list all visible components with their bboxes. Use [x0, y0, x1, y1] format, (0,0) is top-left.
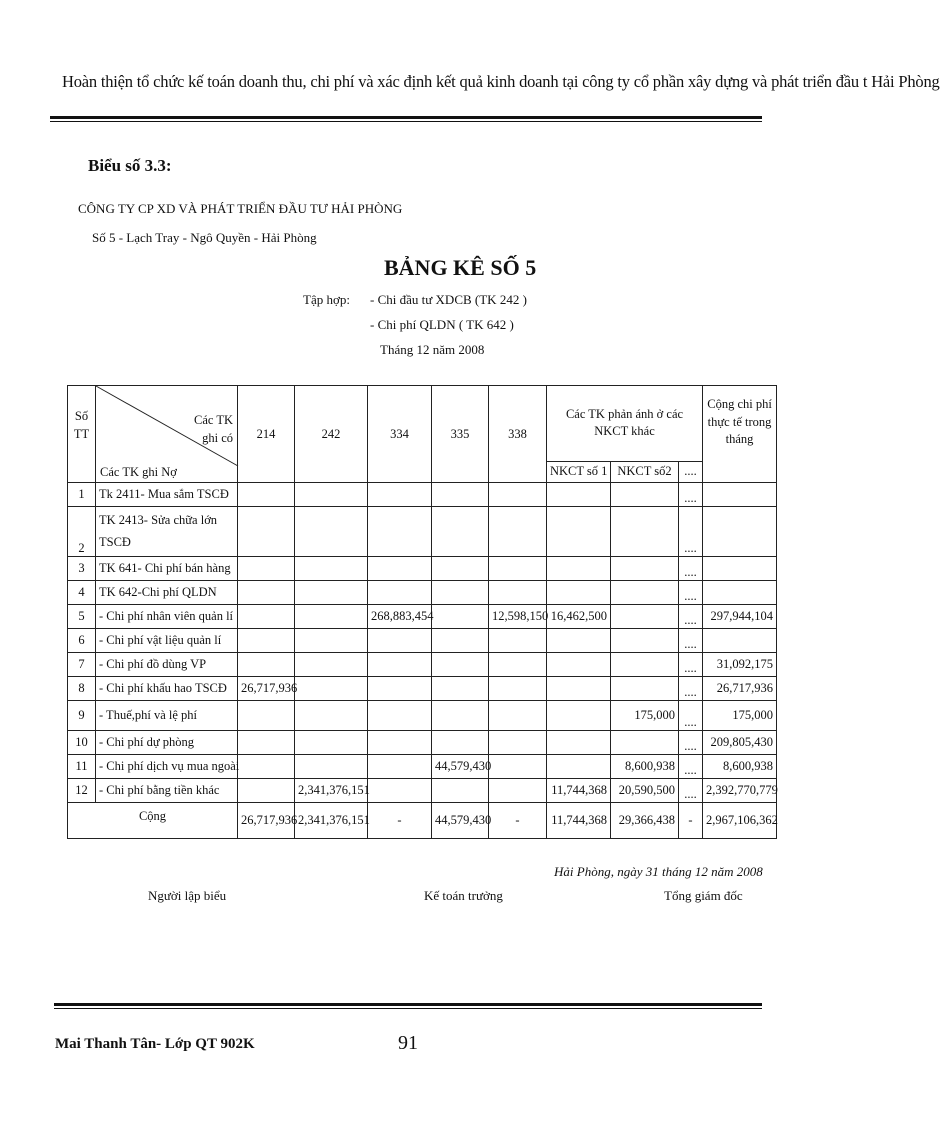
diag-debit-label: Các TK ghi Nợ: [100, 465, 177, 479]
cell-v242: [295, 483, 368, 507]
cell-v214: [238, 755, 295, 779]
row-no: 6: [68, 629, 96, 653]
row-account: - Chi phí khấu hao TSCĐ: [96, 677, 238, 701]
cell-total: [703, 557, 777, 581]
total-v335: 44,579,430: [432, 803, 489, 839]
cell-nk1: [547, 629, 611, 653]
cell-nk2: [611, 507, 679, 557]
cell-nk1: [547, 755, 611, 779]
cell-dots: ....: [679, 605, 703, 629]
cell-v242: [295, 677, 368, 701]
cell-v334: [368, 629, 432, 653]
cell-v214: [238, 779, 295, 803]
total-v214: 26,717,936: [238, 803, 295, 839]
cell-v334: [368, 731, 432, 755]
cell-v242: [295, 629, 368, 653]
cell-nk2: [611, 605, 679, 629]
cell-dots: ....: [679, 701, 703, 731]
cell-nk2: 20,590,500: [611, 779, 679, 803]
cell-v338: [489, 677, 547, 701]
director-label: Tổng giám đốc: [664, 888, 743, 903]
row-account: Tk 2411- Mua sắm TSCĐ: [96, 483, 238, 507]
row-no: 11: [68, 755, 96, 779]
cell-v242: 2,341,376,151: [295, 779, 368, 803]
cell-v334: [368, 653, 432, 677]
row-account: - Thuế,phí và lệ phí: [96, 701, 238, 731]
cell-v338: [489, 557, 547, 581]
header-rule-thin: [50, 121, 762, 122]
cell-total: [703, 581, 777, 605]
cell-dots: ....: [679, 581, 703, 605]
table-row: [68, 557, 777, 581]
table-row: [68, 581, 777, 605]
cell-v334: [368, 581, 432, 605]
header-col-334: 334: [368, 386, 432, 483]
cell-nk1: [547, 731, 611, 755]
cell-v242: [295, 731, 368, 755]
total-total: 2,967,106,362: [703, 803, 777, 839]
total-dots: -: [679, 803, 703, 839]
table-row: [68, 653, 777, 677]
cell-nk1: [547, 507, 611, 557]
footer-rule-thin: [54, 1008, 762, 1009]
header-col-335: 335: [432, 386, 489, 483]
cell-total: 31,092,175: [703, 653, 777, 677]
header-no: [68, 386, 96, 483]
cell-dots: ....: [679, 483, 703, 507]
header-diagonal-cell: [96, 386, 238, 483]
cell-v214: [238, 701, 295, 731]
row-no: 4: [68, 581, 96, 605]
cell-v214: [238, 629, 295, 653]
cell-total: 2,392,770,779: [703, 779, 777, 803]
cell-v338: [489, 629, 547, 653]
cell-v214: [238, 507, 295, 557]
cell-dots: ....: [679, 629, 703, 653]
cell-total: 8,600,938: [703, 755, 777, 779]
document-title: BẢNG KÊ SỐ 5: [384, 255, 537, 280]
cell-v335: [432, 507, 489, 557]
table-row: [68, 755, 777, 779]
table-row: [68, 605, 777, 629]
cell-nk2: [611, 581, 679, 605]
sign-date: Hải Phòng, ngày 31 tháng 12 năm 2008: [554, 864, 763, 879]
cell-total: 297,944,104: [703, 605, 777, 629]
total-label: Cộng: [68, 803, 238, 839]
cell-v335: [432, 605, 489, 629]
row-no: 2: [68, 507, 96, 557]
cell-nk1: [547, 701, 611, 731]
header-nkct-2: NKCT số2: [611, 461, 679, 482]
header-nkct-dots: ....: [679, 461, 703, 482]
cell-v214: [238, 731, 295, 755]
cell-v214: [238, 653, 295, 677]
total-v338: -: [489, 803, 547, 839]
cell-nk1: 11,744,368: [547, 779, 611, 803]
cell-v334: [368, 557, 432, 581]
cell-nk2: [611, 653, 679, 677]
table-row: [68, 677, 777, 701]
cell-v338: [489, 731, 547, 755]
summary-table: [67, 385, 777, 839]
cell-nk2: [611, 629, 679, 653]
page-number: 91: [398, 1032, 418, 1054]
header-total: Cộng chi phí thực tế trong tháng: [703, 386, 777, 483]
chief-accountant-label: Kế toán trưởng: [424, 888, 503, 903]
footer-rule-thick: [54, 1003, 762, 1006]
cell-nk2: [611, 483, 679, 507]
row-no: 9: [68, 701, 96, 731]
cell-v338: [489, 507, 547, 557]
cell-nk1: [547, 677, 611, 701]
cell-v334: [368, 507, 432, 557]
cell-dots: ....: [679, 779, 703, 803]
row-account: - Chi phí dự phòng: [96, 731, 238, 755]
row-no: 1: [68, 483, 96, 507]
cell-v242: [295, 755, 368, 779]
cell-v335: [432, 779, 489, 803]
cell-v334: [368, 483, 432, 507]
cell-v214: [238, 605, 295, 629]
collect-line-2: - Chi phí QLDN ( TK 642 ): [370, 317, 514, 332]
cell-v214: [238, 581, 295, 605]
cell-v338: [489, 701, 547, 731]
header-col-242: 242: [295, 386, 368, 483]
cell-dots: ....: [679, 507, 703, 557]
table-row: [68, 701, 777, 731]
table-row: [68, 507, 777, 557]
cell-v242: [295, 507, 368, 557]
cell-nk1: [547, 557, 611, 581]
total-v242: 2,341,376,151: [295, 803, 368, 839]
cell-v334: 268,883,454: [368, 605, 432, 629]
cell-v335: [432, 731, 489, 755]
row-account: TK 642-Chi phí QLDN: [96, 581, 238, 605]
row-account: - Chi phí đồ dùng VP: [96, 653, 238, 677]
total-nk2: 29,366,438: [611, 803, 679, 839]
cell-total: 175,000: [703, 701, 777, 731]
cell-nk2: 175,000: [611, 701, 679, 731]
cell-total: 26,717,936: [703, 677, 777, 701]
row-no: 5: [68, 605, 96, 629]
company-name: CÔNG TY CP XD VÀ PHÁT TRIỂN ĐẦU TƯ HẢI PHÒNG: [78, 201, 403, 216]
cell-v214: [238, 557, 295, 581]
cell-v242: [295, 605, 368, 629]
table-row: [68, 779, 777, 803]
cell-v334: [368, 677, 432, 701]
diag-credit-line1: Các TK: [194, 413, 233, 427]
header-col-214: 214: [238, 386, 295, 483]
cell-dots: ....: [679, 653, 703, 677]
total-v334: -: [368, 803, 432, 839]
header-nkct-1: NKCT số 1: [547, 461, 611, 482]
cell-nk1: [547, 483, 611, 507]
table-row: [68, 629, 777, 653]
row-account: - Chi phí nhân viên quản lí: [96, 605, 238, 629]
cell-nk2: [611, 557, 679, 581]
cell-nk1: 16,462,500: [547, 605, 611, 629]
cell-v242: [295, 701, 368, 731]
row-account: - Chi phí bằng tiền khác: [96, 779, 238, 803]
cell-total: 209,805,430: [703, 731, 777, 755]
total-row: [68, 803, 777, 839]
table-row: [68, 483, 777, 507]
cell-v338: [489, 483, 547, 507]
cell-total: [703, 629, 777, 653]
cell-dots: ....: [679, 731, 703, 755]
cell-v335: [432, 701, 489, 731]
cell-v334: [368, 779, 432, 803]
cell-v338: [489, 653, 547, 677]
cell-v335: [432, 557, 489, 581]
cell-nk2: [611, 677, 679, 701]
row-no: 10: [68, 731, 96, 755]
form-number: Biểu số 3.3:: [88, 156, 172, 175]
cell-nk1: [547, 581, 611, 605]
preparer-label: Người lập biểu: [148, 888, 227, 903]
cell-dots: ....: [679, 557, 703, 581]
row-account: TK 2413- Sửa chữa lớn TSCĐ: [96, 507, 238, 557]
collect-label: Tập hợp:: [303, 292, 350, 307]
period: Tháng 12 năm 2008: [380, 342, 485, 357]
cell-v242: [295, 557, 368, 581]
header-rule-thick: [50, 116, 762, 119]
total-nk1: 11,744,368: [547, 803, 611, 839]
diag-credit-line2: ghi có: [202, 430, 233, 445]
header-no-line2: TT: [73, 426, 90, 441]
table-body: [68, 483, 777, 839]
cell-v334: [368, 701, 432, 731]
cell-v335: [432, 653, 489, 677]
company-address: Số 5 - Lạch Tray - Ngô Quyền - Hải Phòng: [92, 230, 317, 245]
row-account: TK 641- Chi phí bán hàng: [96, 557, 238, 581]
cell-total: [703, 483, 777, 507]
row-account: - Chi phí vật liệu quản lí: [96, 629, 238, 653]
row-no: 8: [68, 677, 96, 701]
header-other-nkct: Các TK phản ánh ở các NKCT khác: [547, 386, 703, 462]
cell-nk2: 8,600,938: [611, 755, 679, 779]
cell-v338: [489, 755, 547, 779]
running-header: Hoàn thiện tổ chức kế toán doanh thu, chi phí và xác định kết quả kinh doanh tại công ty cổ phần xây dựng và phát triển đầu t Hải Phòng: [62, 72, 940, 91]
cell-v214: [238, 483, 295, 507]
cell-v338: [489, 779, 547, 803]
row-account: - Chi phí dịch vụ mua ngoài: [96, 755, 238, 779]
cell-dots: ....: [679, 755, 703, 779]
cell-v214: 26,717,936: [238, 677, 295, 701]
row-no: 12: [68, 779, 96, 803]
cell-total: [703, 507, 777, 557]
cell-v338: 12,598,150: [489, 605, 547, 629]
cell-v335: [432, 629, 489, 653]
cell-v335: 44,579,430: [432, 755, 489, 779]
cell-v242: [295, 653, 368, 677]
cell-nk2: [611, 731, 679, 755]
header-no-line1: Số: [74, 409, 89, 423]
cell-v242: [295, 581, 368, 605]
table-row: [68, 731, 777, 755]
header-col-338: 338: [489, 386, 547, 483]
cell-v334: [368, 755, 432, 779]
collect-line-1: - Chi đầu tư XDCB (TK 242 ): [370, 292, 527, 307]
cell-v335: [432, 581, 489, 605]
row-no: 7: [68, 653, 96, 677]
cell-v335: [432, 677, 489, 701]
cell-nk1: [547, 653, 611, 677]
footer-author: Mai Thanh Tân- Lớp QT 902K: [55, 1036, 255, 1052]
cell-v338: [489, 581, 547, 605]
cell-v335: [432, 483, 489, 507]
row-no: 3: [68, 557, 96, 581]
cell-dots: ....: [679, 677, 703, 701]
